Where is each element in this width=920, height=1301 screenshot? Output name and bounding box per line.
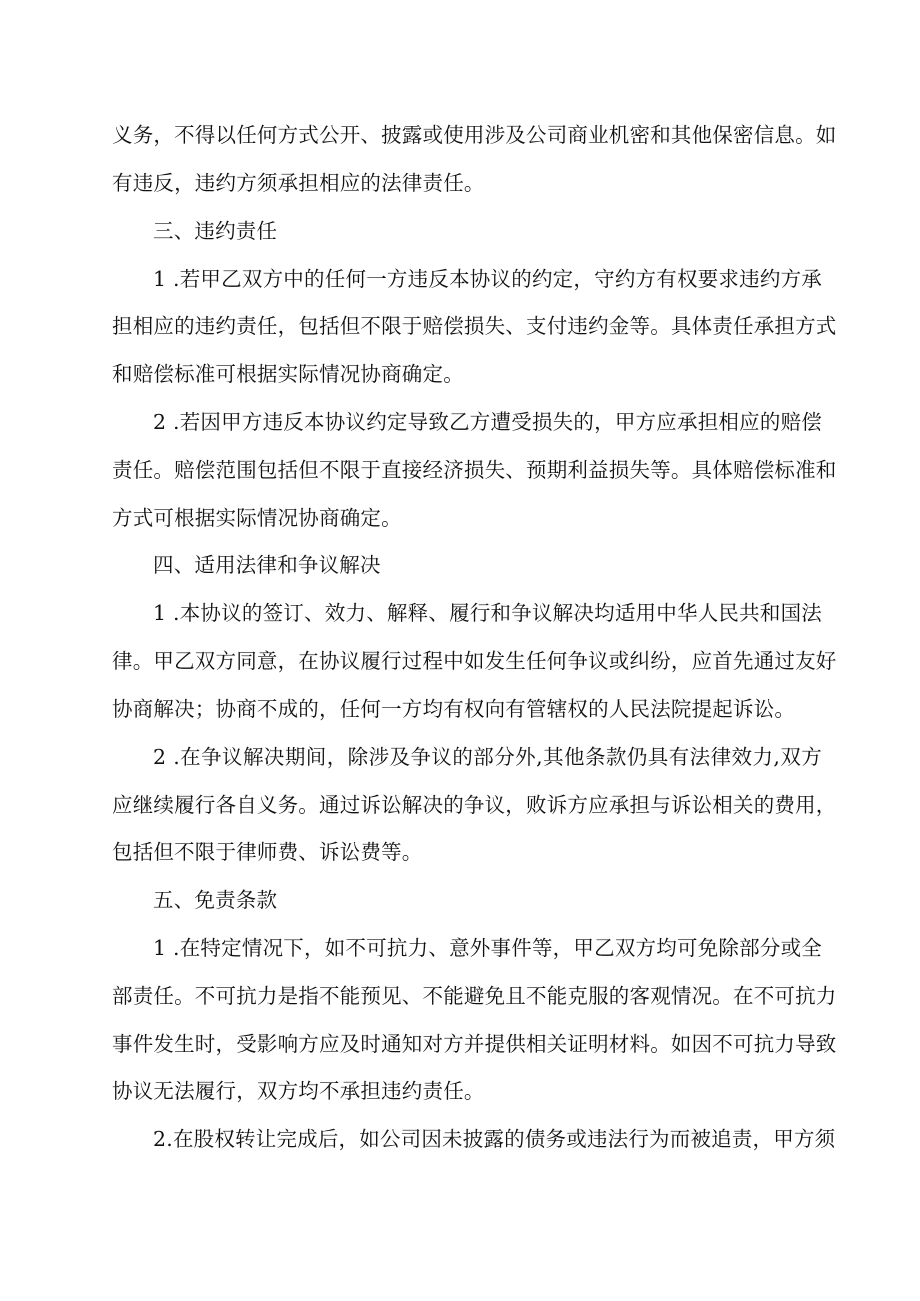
clause-line: 包括但不限于律师费、诉讼费等。: [112, 840, 423, 864]
clause-line: 协议无法履行，双方均不承担违约责任。: [112, 1079, 485, 1103]
clause-line: 2.在股权转让完成后，如公司因未披露的债务或违法行为而被追责，甲方须: [153, 1127, 836, 1151]
clause-line: 部责任。不可抗力是指不能预见、不能避免且不能克服的客观情况。在不可抗力: [112, 984, 837, 1008]
clause-line: 2 .若因甲方违反本协议约定导致乙方遭受损失的，甲方应承担相应的赔偿: [153, 410, 822, 434]
clause-line: 1 .若甲乙双方中的任何一方违反本协议的约定，守约方有权要求违约方承: [153, 267, 822, 291]
clause-line: 1 .在特定情况下，如不可抗力、意外事件等，甲乙双方均可免除部分或全: [153, 936, 822, 960]
paragraph-line: 有违反，违约方须承担相应的法律责任。: [112, 171, 485, 195]
clause-line: 和赔偿标准可根据实际情况协商确定。: [112, 362, 464, 386]
clause-line: 事件发生时，受影响方应及时通知对方并提供相关证明材料。如因不可抗力导致: [112, 1032, 837, 1056]
clause-line: 责任。赔偿范围包括但不限于直接经济损失、预期利益损失等。具体赔偿标准和: [112, 458, 837, 482]
clause-line: 2 .在争议解决期间，除涉及争议的部分外,其他条款仍具有法律效力,双方: [153, 745, 822, 769]
section-heading: 四、适用法律和争议解决: [153, 553, 381, 577]
section-heading: 三、违约责任: [153, 219, 278, 243]
clause-line: 协商解决；协商不成的，任何一方均有权向有管辖权的人民法院提起诉讼。: [112, 697, 796, 721]
clause-line: 1 .本协议的签订、效力、解释、履行和争议解决均适用中华人民共和国法: [153, 601, 822, 625]
section-heading: 五、免责条款: [153, 888, 278, 912]
clause-line: 担相应的违约责任，包括但不限于赔偿损失、支付违约金等。具体责任承担方式: [112, 314, 837, 338]
clause-line: 律。甲乙双方同意，在协议履行过程中如发生任何争议或纠纷，应首先通过友好: [112, 649, 837, 673]
clause-line: 方式可根据实际情况协商确定。: [112, 506, 402, 530]
paragraph-line: 义务，不得以任何方式公开、披露或使用涉及公司商业机密和其他保密信息。如: [112, 123, 837, 147]
clause-line: 应继续履行各自义务。通过诉讼解决的争议，败诉方应承担与诉讼相关的费用，: [112, 793, 837, 817]
